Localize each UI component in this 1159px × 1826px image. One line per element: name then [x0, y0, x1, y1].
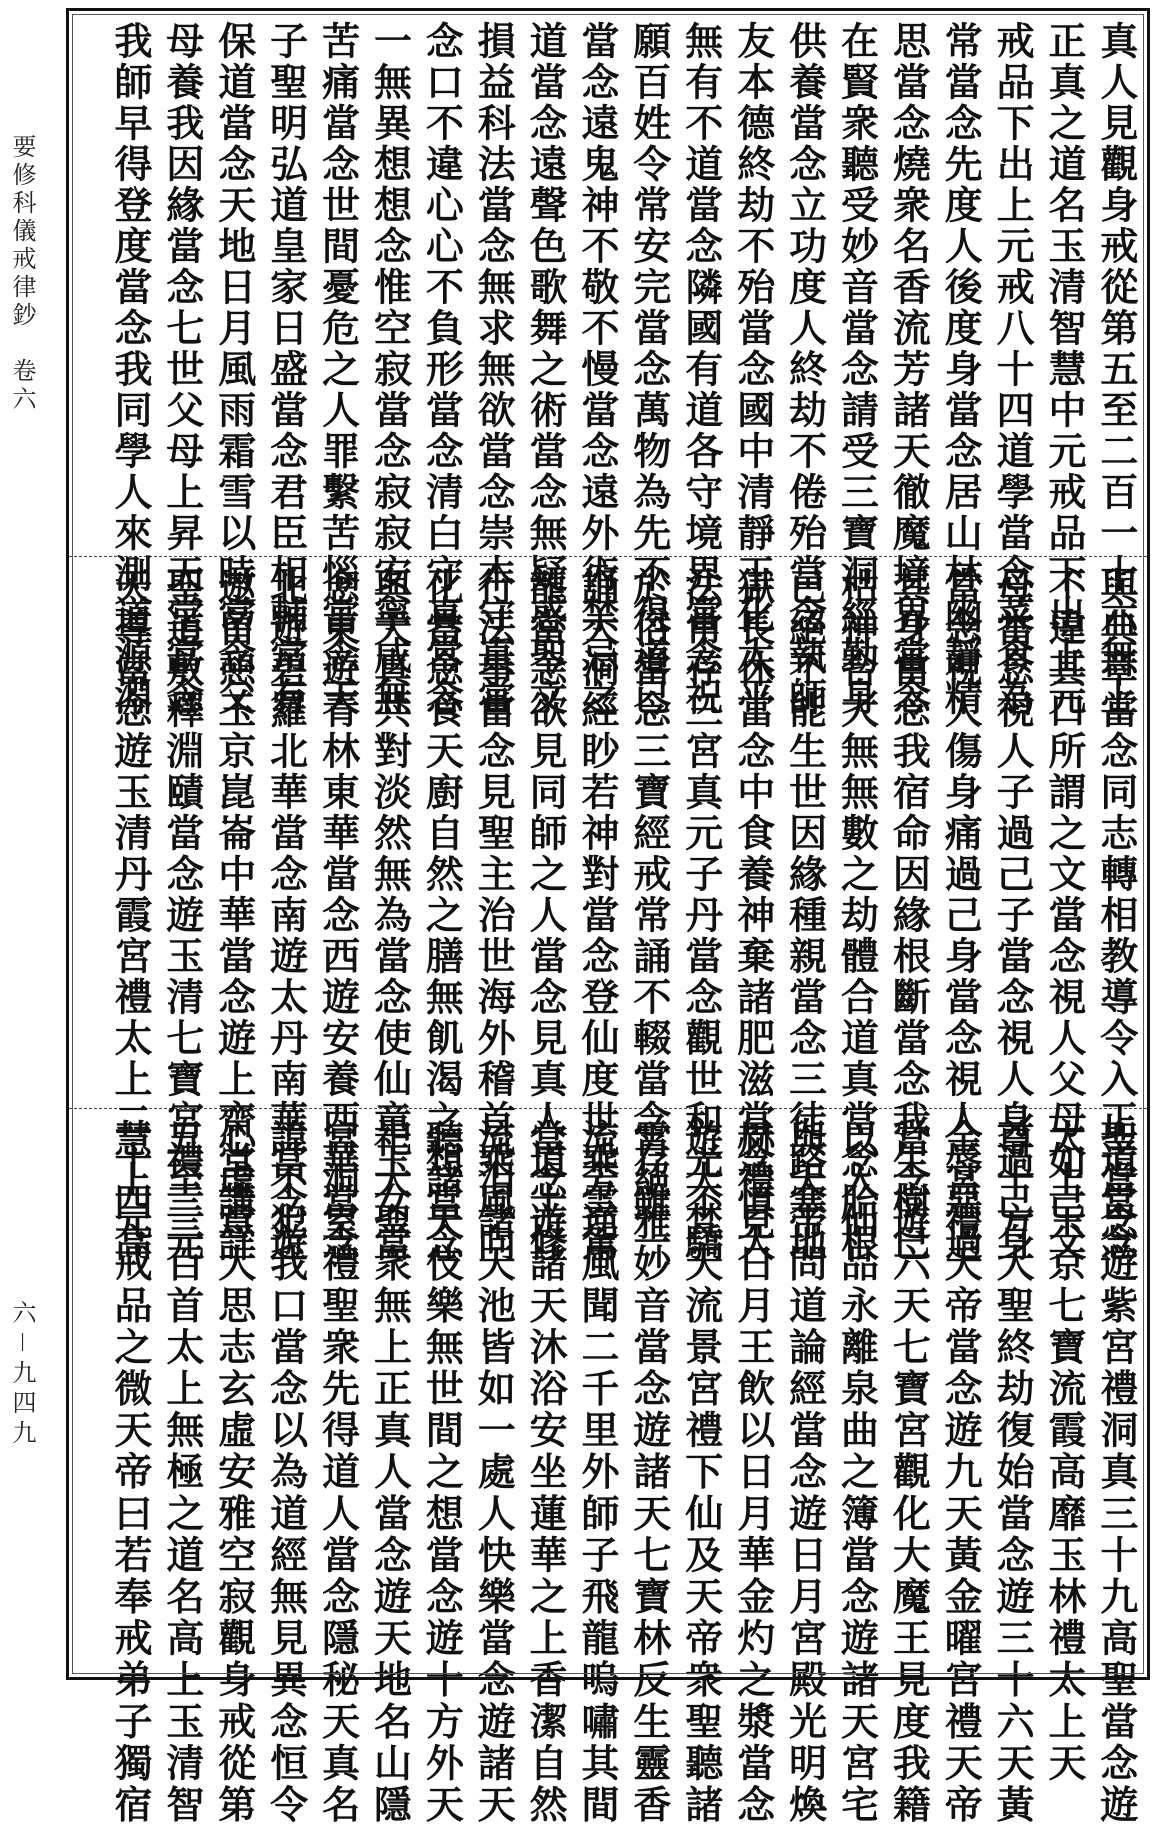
text-column: 金宮禮天帝當念遊九天黃金曜宮禮天帝	[938, 1119, 984, 1826]
text-column: 一無異想想念惟空寂當念寂寂安寧咸無	[367, 21, 413, 718]
text-column: 祀大聖衆無上正真人當念遊天地名山隱	[367, 1119, 413, 1826]
text-column: 誦大洞經眇若神對當念登仙度世乘雲駕	[575, 567, 621, 1264]
text-column: 不違其口所謂之文當念視人父母如己父	[1042, 567, 1088, 1264]
text-column: 損益科法當念無求無欲當念崇本守真當	[471, 21, 517, 718]
column-group-middle	[108, 567, 1139, 1264]
text-column: 枯神合大無無數之劫體合道真當念胎根	[834, 567, 880, 1264]
text-column: 流芳逆風聞二千里外師子飛龍嗚嘯其間	[575, 1119, 621, 1826]
column-group-top	[108, 21, 1139, 718]
text-column: 母當念視人子過己子當念視人身過己身	[990, 567, 1036, 1264]
text-column: 與天真共對淡然無為當念使仙童玉女當	[367, 567, 413, 1264]
text-column: 行法事當念見聖主治世海外稽首乘風向	[471, 567, 517, 1264]
text-column: 獄長休當念中食養神棄諸肥滋當念慎大	[730, 567, 776, 1264]
text-column: 霄絕雅妙音當念遊諸天七寶林反生靈香	[626, 1119, 672, 1826]
text-column: 母養我因緣當念七世父母上昇天堂當念	[159, 21, 205, 718]
text-column: 與天帝問道論經當念遊日月宮殿光明煥	[782, 1119, 828, 1826]
text-column: 心虛意大思志玄虛安雅空寂觀身戒從第	[211, 1119, 257, 1826]
text-column: 已絕不能生世因緣種親當念三徒路塞地	[782, 567, 828, 1264]
text-column: 苦痛當念世間憂危之人罪繫苦惱當念天	[315, 21, 361, 718]
text-column: 當念視人傷身痛過己身當念視人辱惡過	[938, 567, 984, 1264]
text-column: 以入仙品永離泉曲之簿當念遊諸天宮宅	[834, 1119, 880, 1826]
text-register-middle	[69, 557, 1147, 1264]
text-column: 念東遊青林東華當念西遊安養西華當念	[315, 567, 361, 1264]
text-column: 遊大梵天流景宮禮下仙及天帝衆聖聽諸	[678, 1119, 724, 1826]
text-column: 龍當念欲見同師之人當念見真人道士修	[523, 567, 569, 1264]
text-column: 子聖明弘道皇家日盛當念君臣相輔常有	[263, 21, 309, 718]
text-column: 聖當念遊紫宮禮洞真三十九高聖當念遊	[1093, 1119, 1139, 1826]
column-group-bottom	[108, 1119, 1139, 1826]
text-column: 供養當念立功度人終劫不倦殆當念執師	[782, 21, 828, 718]
text-register-bottom	[69, 1109, 1147, 1826]
text-column: 念口不違心心不負形當念清白守真當念	[419, 21, 465, 718]
text-column: 聽諸天伎樂無世間之想當念遊十方外天	[419, 1119, 465, 1826]
text-column: 天尊當念遊玉清丹霞宮禮太上二十四高	[108, 567, 153, 1264]
text-column: 流泪諸天池皆如一處人快樂當念遊諸天	[471, 1119, 517, 1826]
text-column: 法常存三宮真元子丹當念觀世和光不驕	[678, 567, 724, 1264]
text-column: 戒品下出上元戒八十四道學當念菜食為	[990, 21, 1036, 718]
text-column: 五至三百首太上無極之道名高上玉清智	[159, 1119, 205, 1826]
text-column: 遨留憩玉京崑崙中華當念遊上齋堂講詳	[211, 567, 257, 1264]
text-column: 道當念遠聲色歌舞之術當念無疑惑聖文	[523, 21, 569, 718]
text-column: 正真之道名玉清智慧中元戒品下出上元	[1042, 21, 1088, 718]
text-column: 於俗當念三寶經戒常誦不輟當念存雖一	[626, 567, 672, 1264]
text-column: 慧上元戒品之微天帝曰若奉戒弟子獨宿	[108, 1119, 153, 1826]
text-column: 在賢衆聽受妙音當念請受三寶洞經勤身	[834, 21, 880, 718]
text-column: 願百姓令常安完當念萬物為先不得道已	[626, 21, 672, 718]
text-column: 赫禮見日月王飲以日月華金灼之漿當念	[730, 1119, 776, 1826]
text-column: 與典章當念同志轉相教導令入正道當念	[1093, 567, 1139, 1264]
text-column: 常當念先度人後度身當念居山林幽靜精	[938, 21, 984, 718]
text-column: 思當念燒衆名香流芳諸天徹魔境界當念	[886, 21, 932, 718]
page-number-caption: 六－九四九	[8, 1300, 36, 1450]
text-column: 我師早得登度當念我同學人來測道源淵	[108, 21, 153, 718]
text-column: 當念遠鬼神不敬不慢當念遠外術禁忌之	[575, 21, 621, 718]
text-register-top	[69, 11, 1147, 718]
text-column: 化當念食天廚自然之膳無飢渴之想當念	[419, 567, 465, 1264]
text-column: 諱不犯我口當念以為道經無見異念恒令	[263, 1119, 309, 1826]
text-column: 宮洞室禮聖衆先得道人當念隱秘天真名	[315, 1119, 361, 1826]
text-column: 保道當念天地日月風雨霜雪以時當念父	[211, 21, 257, 718]
text-column: 無有不道當念隣國有道各守境界當念祝	[678, 21, 724, 718]
page-frame	[66, 8, 1150, 1826]
text-column: 聖道敷釋淵賾當念遊玉清七寶宮禮三元	[159, 567, 205, 1264]
text-column: 真人見觀身戒從第五至二百一十六無上	[1093, 21, 1139, 718]
text-column: 太上玉京七寶流霞高靡玉林禮太上天	[1042, 1119, 1088, 1785]
text-column: 當念遊六天七寶宮觀化大魔王見度我籍	[886, 1119, 932, 1826]
book-title-caption: 要修科儀戒律鈔 卷六	[8, 134, 36, 414]
text-column: 其身當念我宿命因緣根斷當念我生樹巳	[886, 567, 932, 1264]
text-column: 尊十方大聖終劫復始當念遊三十六天黃	[990, 1119, 1036, 1826]
text-column: 友本德終劫不殆當念國中清靜王化太平	[730, 21, 776, 718]
text-column: 北遊碧羅北華當念南遊太丹南華當念遊	[263, 567, 309, 1264]
text-column: 當念遊諸天沐浴安坐蓮華之上香潔自然	[523, 1119, 569, 1826]
